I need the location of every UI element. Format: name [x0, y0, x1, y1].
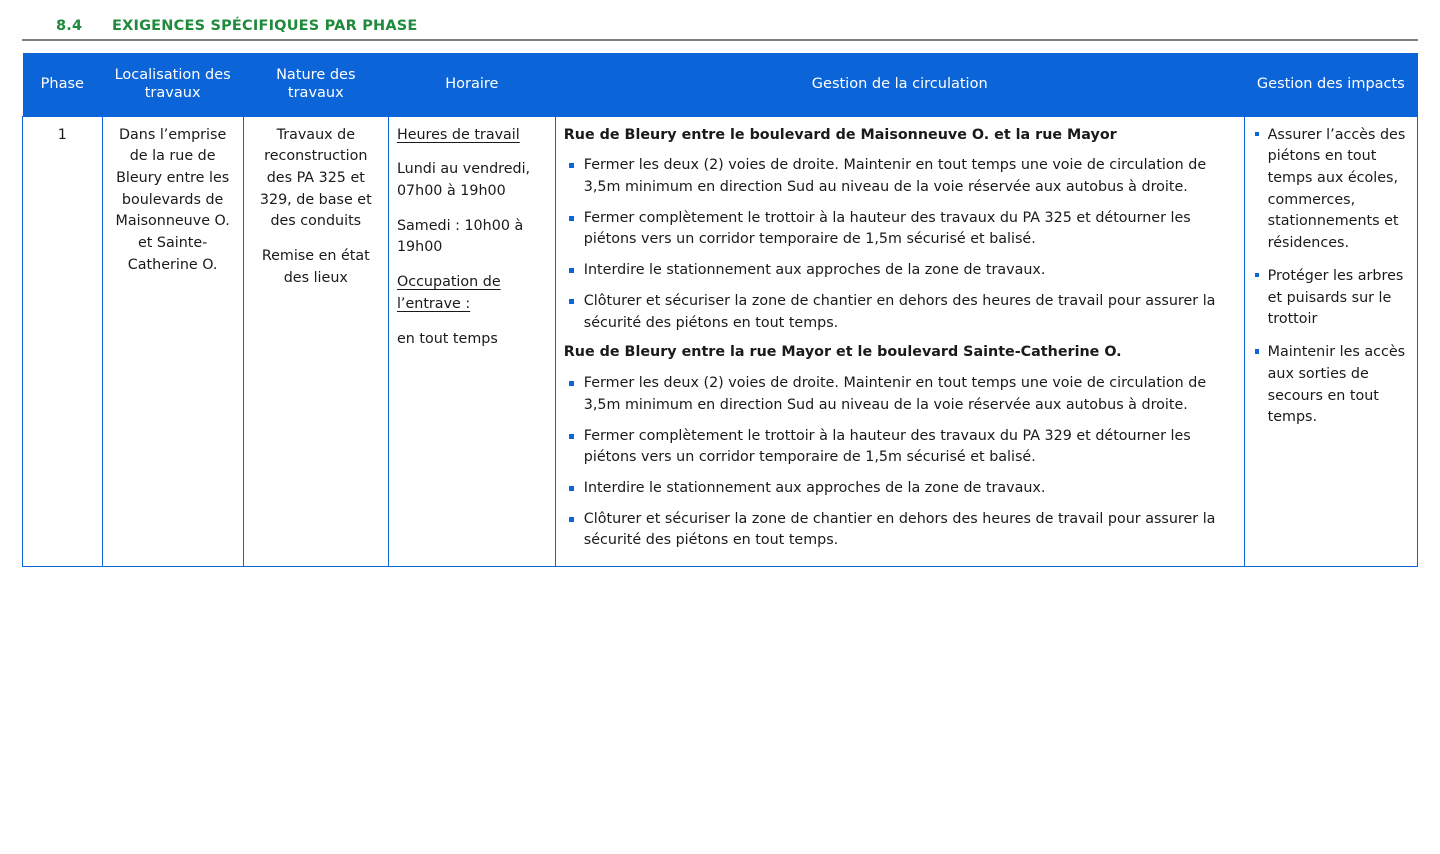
list-item: Clôturer et sécuriser la zone de chantier en dehors des heures de travail pour assurer la sécurité des piétons en tout temps. — [564, 509, 1236, 552]
cell-circulation — [555, 116, 1244, 567]
horaire-label-occupation: Occupation de l’entrave : — [396, 274, 501, 312]
table-header-row — [23, 53, 1418, 117]
circulation-group-2-list — [564, 373, 1236, 552]
column-header-localisation: Localisation des travaux — [102, 53, 243, 117]
list-item: Protéger les arbres et puisards sur le trottoir — [1253, 266, 1409, 331]
list-item: Fermer les deux (2) voies de droite. Maintenir en tout temps une voie de circulation de 3,5m minimum en direction Sud au niveau de la voie réservée aux autobus à droite. — [564, 373, 1236, 416]
phase-requirements-table — [22, 53, 1418, 568]
list-item: Fermer complètement le trottoir à la hauteur des travaux du PA 325 et détourner les piétons vers un corridor temporaire de 1,5m sécurisé et balisé. — [564, 208, 1236, 251]
circulation-group-1-list — [564, 155, 1236, 334]
circulation-group-1-title: Rue de Bleury entre le boulevard de Maisonneuve O. et la rue Mayor — [563, 126, 1117, 143]
cell-phase: 1 — [23, 116, 103, 567]
column-header-circulation: Gestion de la circulation — [555, 53, 1244, 117]
heading-divider — [22, 39, 1418, 41]
column-header-phase: Phase — [23, 53, 103, 117]
section-title: EXIGENCES SPÉCIFIQUES PAR PHASE — [112, 18, 418, 34]
table-row — [23, 116, 1418, 567]
section-number: 8.4 — [56, 18, 83, 34]
nature-paragraph-1: Travaux de reconstruction des PA 325 et 329, de base et des conduits — [259, 126, 372, 230]
horaire-saturday-hours: Samedi : 10h00 à 19h00 — [396, 217, 524, 256]
circulation-group-2-title: Rue de Bleury entre la rue Mayor et le boulevard Sainte-Catherine O. — [563, 344, 1122, 361]
column-header-nature: Nature des travaux — [243, 53, 388, 117]
list-item: Clôturer et sécuriser la zone de chantier en dehors des heures de travail pour assurer la sécurité des piétons en tout temps. — [564, 291, 1236, 334]
table-body — [23, 116, 1418, 567]
column-header-horaire: Horaire — [388, 53, 555, 117]
table-header — [23, 53, 1418, 117]
list-item: Interdire le stationnement aux approches de la zone de travaux. — [564, 260, 1236, 282]
list-item: Fermer complètement le trottoir à la hauteur des travaux du PA 329 et détourner les piétons vers un corridor temporaire de 1,5m sécurisé et balisé. — [564, 426, 1236, 469]
horaire-label-travail: Heures de travail — [396, 126, 520, 143]
column-header-impacts: Gestion des impacts — [1244, 53, 1417, 117]
list-item: Interdire le stationnement aux approches de la zone de travaux. — [564, 478, 1236, 500]
list-item: Maintenir les accès aux sorties de secours en tout temps. — [1253, 342, 1409, 429]
horaire-occupation-value: en tout temps — [396, 330, 498, 347]
list-item: Fermer les deux (2) voies de droite. Maintenir en tout temps une voie de circulation de 3,5m minimum en direction Sud au niveau de la voie réservée aux autobus à droite. — [564, 155, 1236, 198]
list-item: Assurer l’accès des piétons en tout temps aux écoles, commerces, stationnements et résidences. — [1253, 125, 1409, 255]
cell-horaire — [388, 116, 555, 567]
section-heading — [22, 18, 1418, 34]
cell-nature — [243, 116, 388, 567]
horaire-weekday-hours: Lundi au vendredi, 07h00 à 19h00 — [396, 161, 531, 200]
cell-localisation: Dans l’emprise de la rue de Bleury entre les boulevards de Maisonneuve O. et Sainte-Catherine O. — [102, 116, 243, 567]
cell-impacts — [1244, 116, 1417, 567]
impacts-list — [1253, 125, 1409, 429]
nature-paragraph-2: Remise en état des lieux — [261, 248, 370, 286]
